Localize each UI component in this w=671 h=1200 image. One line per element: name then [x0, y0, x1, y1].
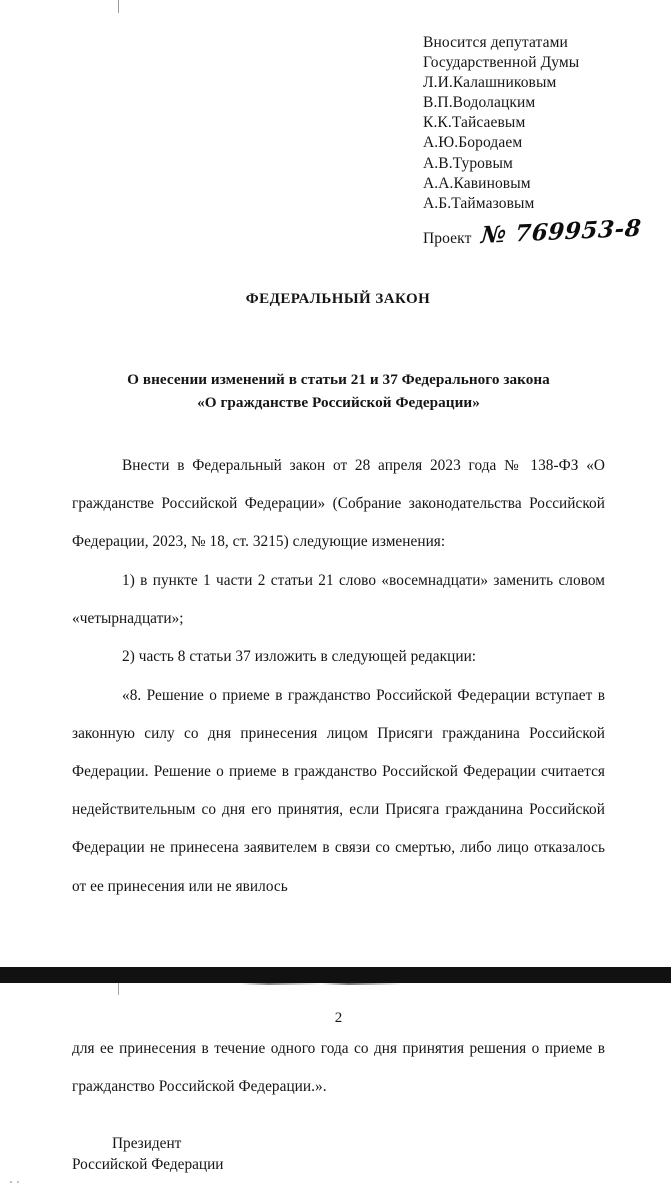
- paragraph-quoted-provision: «8. Решение о приеме в гражданство Российской Федерации вступает в законную силу со дня принесения лицом Присяги гражданина Российской Федерации. Решение о приеме в гражданство Российской Федерации считается недействительным со дня его принятия, если Присяга гражданина Российской Федерации не принесена заявителем в связи со смертью, либо лицо отказалось от ее принесения или не явилось: [72, 687, 605, 895]
- project-number-row: [423, 214, 643, 249]
- scan-tick-mark-top: [118, 0, 119, 13]
- body-text-page-2: [72, 1030, 605, 1106]
- submitter-line: Вносится депутатами: [423, 34, 568, 51]
- scan-tick-mark-middle: [118, 983, 119, 995]
- submitter-line: В.П.Водолацким: [423, 94, 536, 112]
- scan-speck: [10, 1181, 12, 1183]
- submitter-line: А.Б.Таймазовым: [423, 194, 535, 212]
- paragraph-amendment-1: 1) в пункте 1 части 2 статьи 21 слово «восемнадцати» заменить словом «четырнадцати»;: [72, 571, 605, 627]
- law-heading: ФЕДЕРАЛЬНЫЙ ЗАКОН: [245, 291, 431, 307]
- submitter-block: [423, 33, 653, 214]
- signature-title: Президент: [112, 1135, 182, 1152]
- page-separator-band: [0, 967, 671, 983]
- page-number: 2: [334, 1010, 343, 1026]
- signature-block: [72, 1133, 372, 1175]
- law-subtitle-line-1: О внесении изменений в статьи 21 и 37 Федерального закона: [127, 371, 550, 388]
- submitter-line: А.В.Туровым: [423, 154, 513, 172]
- signature-organization: Российской Федерации: [72, 1156, 224, 1173]
- paragraph-intro: Внести в Федеральный закон от 28 апреля 2023 года № 138-ФЗ «О гражданстве Российской Федерации» (Собрание законодательства Российской Федерации, 2023, № 18, ст. 3215) следующие изменения:: [72, 457, 605, 551]
- paragraph-amendment-2: 2) часть 8 статьи 37 изложить в следующей редакции:: [122, 648, 477, 666]
- paragraph-continuation: для ее принесения в течение одного года со дня принятия решения о приеме в гражданство Российской Федерации.».: [72, 1040, 605, 1096]
- scan-speck: [17, 1181, 19, 1183]
- law-subtitle: [72, 368, 605, 414]
- project-label: Проект: [423, 230, 472, 247]
- submitter-line: К.К.Тайсаевым: [423, 114, 526, 132]
- project-number-handwritten: № 769953-8: [480, 214, 643, 249]
- submitter-line: Л.И.Калашниковым: [423, 74, 557, 92]
- submitter-line: Государственной Думы: [423, 54, 580, 72]
- law-subtitle-line-2: «О гражданстве Российской Федерации»: [197, 394, 480, 411]
- submitter-line: А.Ю.Бородаем: [423, 134, 523, 152]
- submitter-line: А.А.Кавиновым: [423, 174, 531, 192]
- body-text-page-1: [72, 447, 605, 906]
